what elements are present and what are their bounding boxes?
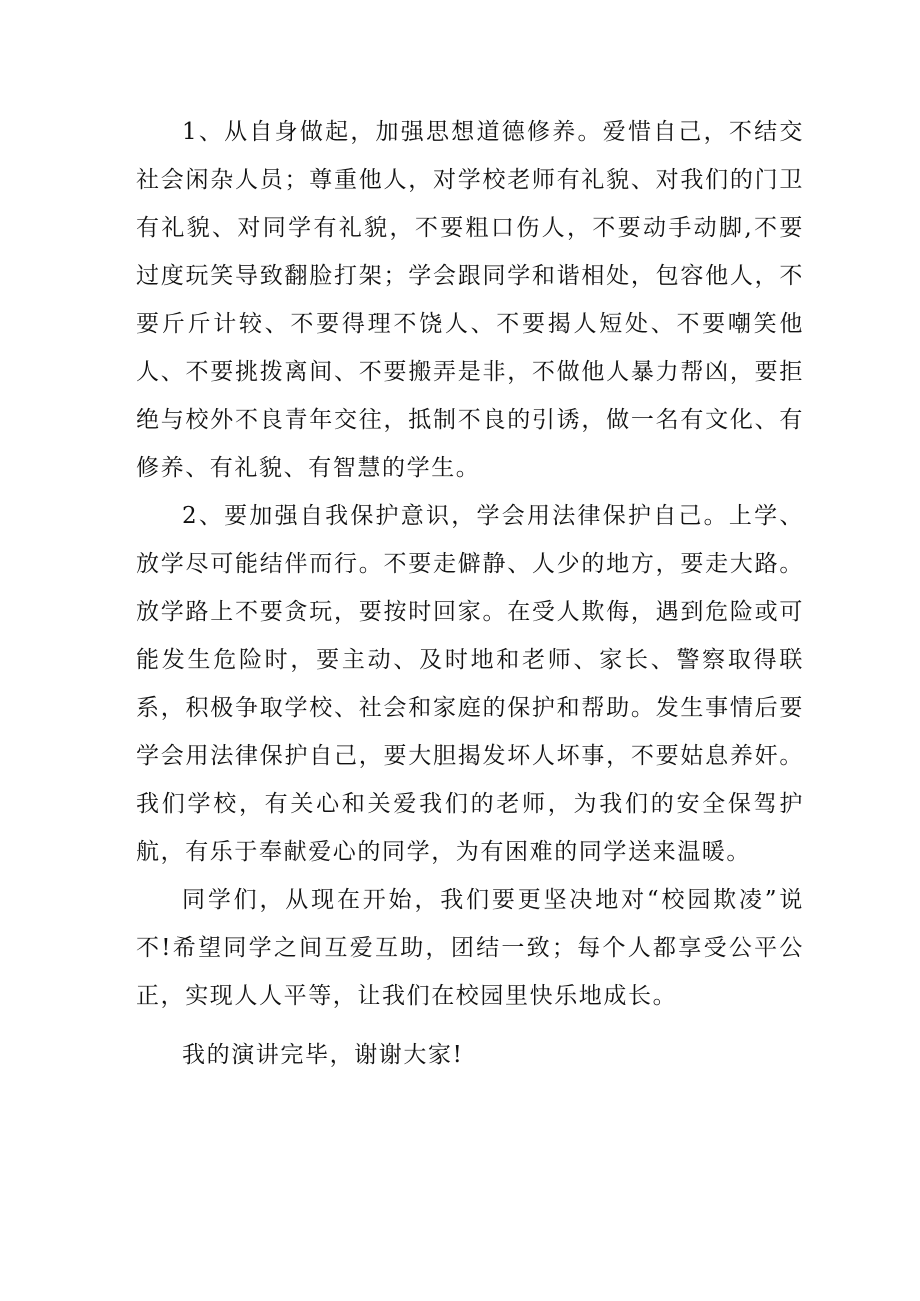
paragraph-call-to-action: 同学们，从现在开始，我们要更坚决地对“校园欺凌”说不!希望同学之间互爱互助，团结一致；每个人都享受公平公正，实现人人平等，让我们在校园里快乐地成长。 [136, 887, 804, 1009]
closing-remark: 我的演讲完毕，谢谢大家! [182, 1042, 464, 1068]
paragraph-self-cultivation: 1、从自身做起，加强思想道德修养。爱惜自己，不结交社会闲杂人员；尊重他人，对学校老师有礼貌、对我们的门卫有礼貌、对同学有礼貌，不要粗口伤人，不要动手动脚,不要过度玩笑导致翻脸打架；学会跟同学和谐相处，包容他人，不要斤斤计较、不要得理不饶人、不要揭人短处、不要嘲笑他人、不要挑拨离间、不要搬弄是非，不做他人暴力帮凶，要拒绝与校外不良青年交往，抵制不良的引诱，做一名有文化、有修养、有礼貌、有智慧的学生。 [136, 119, 804, 481]
document-body [136, 108, 804, 1079]
paragraph-self-protection: 2、要加强自我保护意识，学会用法律保护自己。上学、放学尽可能结伴而行。不要走僻静、人少的地方，要走大路。放学路上不要贪玩，要按时回家。在受人欺侮，遇到危险或可能发生危险时，要主动、及时地和老师、家长、警察取得联系，积极争取学校、社会和家庭的保护和帮助。发生事情后要学会用法律保护自己，要大胆揭发坏人坏事，不要姑息养奸。我们学校，有关心和关爱我们的老师，为我们的安全保驾护航，有乐于奉献爱心的同学，为有困难的同学送来温暖。 [136, 503, 804, 865]
